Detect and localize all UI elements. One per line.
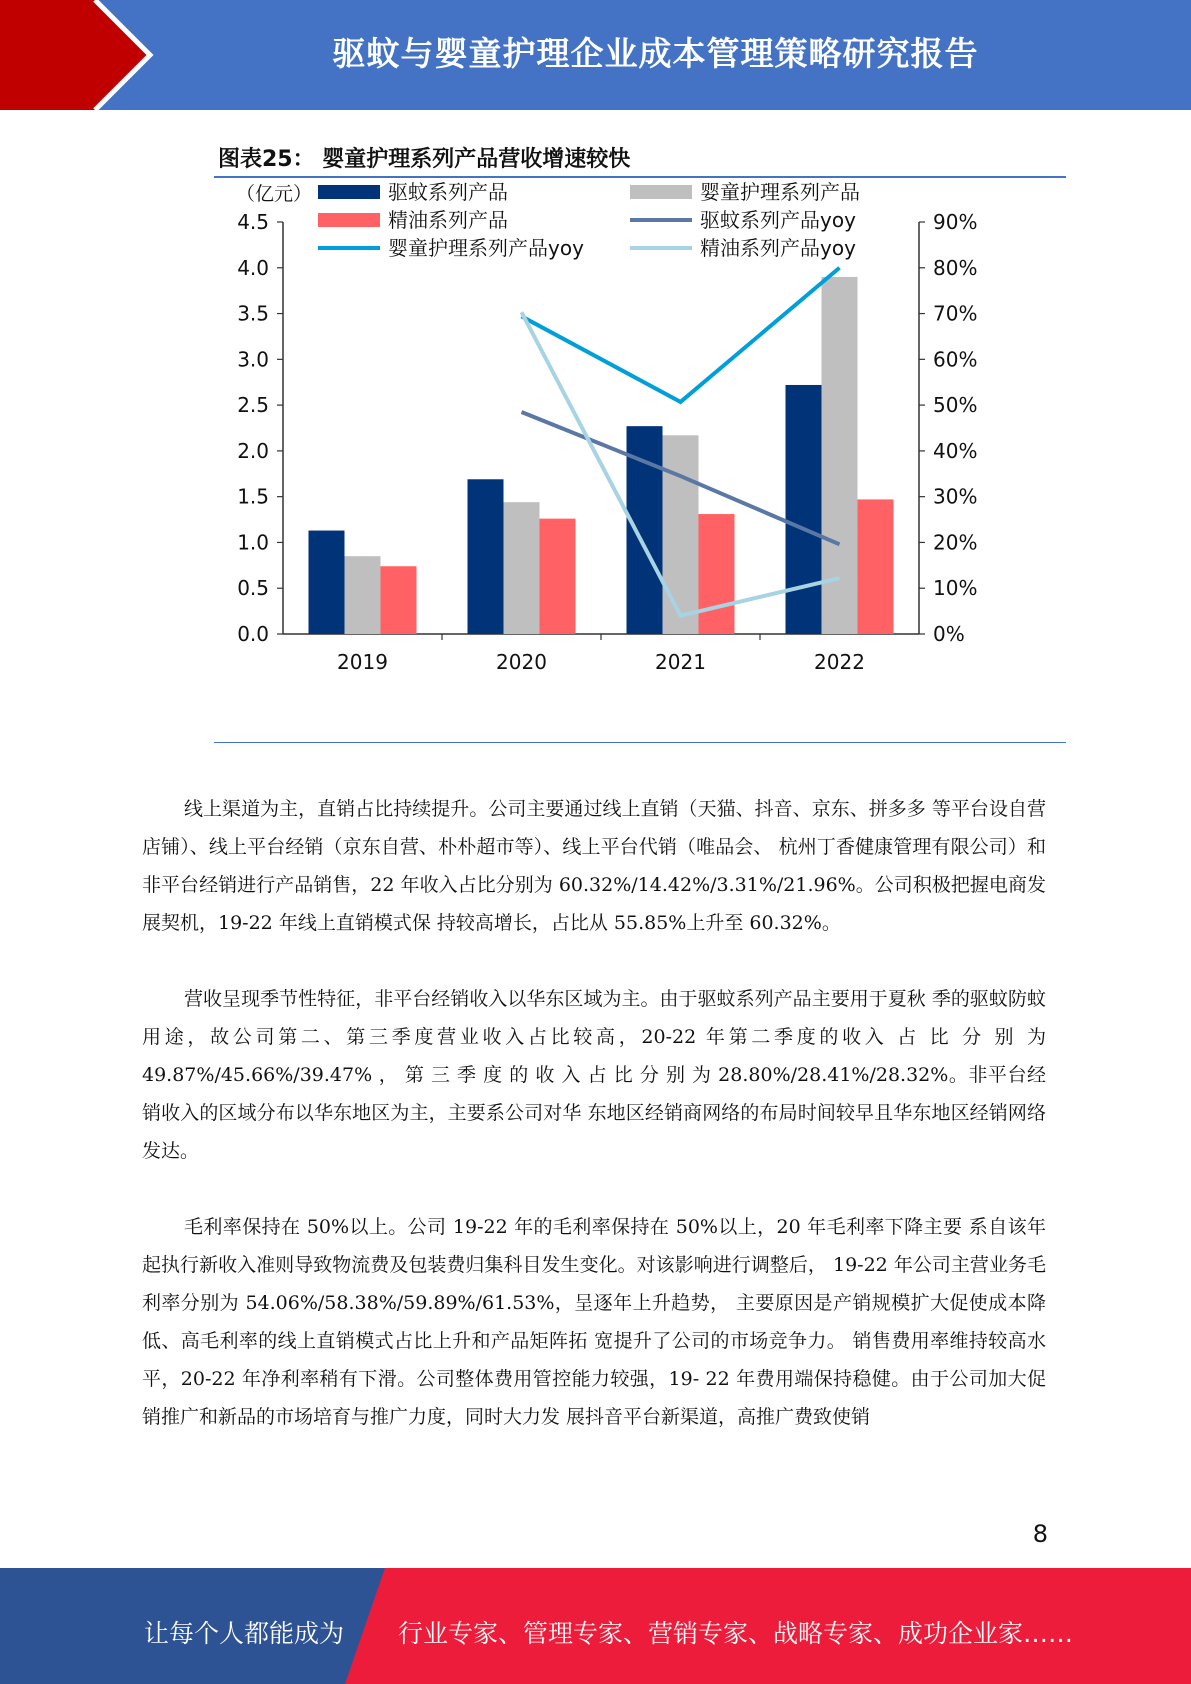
page-footer xyxy=(0,1568,1191,1684)
y-tick-label: 1.0 xyxy=(237,530,269,555)
y2-tick-label: 70% xyxy=(933,301,978,326)
bar xyxy=(663,435,699,634)
figure-bottom-rule xyxy=(214,742,1066,743)
legend-label: 婴童护理系列产品yoy xyxy=(388,236,584,260)
paragraph-channels: 线上渠道为主，直销占比持续提升。公司主要通过线上直销（天猫、抖音、京东、拼多多 等平台设自营店铺）、线上平台经销（京东自营、朴朴超市等）、线上平台代销（唯品会、 杭州丁香健康管理有限公司）和非平台经销进行产品销售，22 年收入占比分别为 60.32%/14.42%/3.31%/21.96%。公司积极把握电商发展契机，19-22 年线上直销模式保 持较高增长，占比从 55.85%上升至 60.32%。 xyxy=(142,798,1046,934)
legend-label: 婴童护理系列产品 xyxy=(700,180,860,204)
bar xyxy=(309,531,345,634)
legend-label: 精油系列产品 xyxy=(388,208,508,232)
x-tick-label: 2021 xyxy=(655,650,706,674)
figure-title: 图表25： 婴童护理系列产品营收增速较快 xyxy=(218,147,631,172)
y-tick-label: 1.5 xyxy=(237,484,269,509)
series-line xyxy=(522,268,840,402)
revenue-growth-chart xyxy=(214,178,1066,740)
bar xyxy=(381,566,417,634)
y2-tick-label: 20% xyxy=(933,530,978,555)
bar xyxy=(699,514,735,634)
bar xyxy=(786,385,822,634)
bar xyxy=(540,519,576,634)
y-tick-label: 0.0 xyxy=(237,622,269,646)
y2-tick-label: 80% xyxy=(933,255,978,280)
legend-label: 精油系列产品yoy xyxy=(700,236,856,260)
body-text xyxy=(142,790,1046,1474)
y2-tick-label: 30% xyxy=(933,484,978,509)
y2-tick-label: 10% xyxy=(933,576,978,601)
legend-swatch xyxy=(318,213,380,227)
legend-label: 驱蚊系列产品yoy xyxy=(700,208,856,232)
y2-tick-label: 90% xyxy=(933,210,978,234)
paragraph-seasonality: 营收呈现季节性特征，非平台经销收入以华东区域为主。由于驱蚊系列产品主要用于夏秋 季的驱蚊防蚊用途，故公司第二、第三季度营业收入占比较高，20-22 年第二季度的收入 占 比 分 别 为 49.87%/45.66%/39.47% ， 第 三 季 度 的 收 入 占 比 分 别 为 28.80%/28.41%/28.32%。非平台经销收入的区域分布以华东地区为主，主要系公司对华 东地区经销商网络的布局时间较早且华东地区经销网络发达。 xyxy=(142,988,1046,1162)
unit-label: （亿元） xyxy=(236,183,313,205)
y-tick-label: 2.5 xyxy=(237,393,269,418)
y2-tick-label: 60% xyxy=(933,347,978,372)
y-tick-label: 4.5 xyxy=(237,210,269,234)
report-title: 驱蚊与婴童护理企业成本管理策略研究报告 xyxy=(332,34,979,73)
x-tick-label: 2022 xyxy=(814,650,865,674)
y2-tick-label: 50% xyxy=(933,393,978,418)
bar xyxy=(345,556,381,634)
x-tick-label: 2019 xyxy=(337,650,388,674)
page-number: 8 xyxy=(1032,1520,1048,1548)
paragraph-gross-margin: 毛利率保持在 50%以上。公司 19-22 年的毛利率保持在 50%以上，20 年毛利率下降主要 系自该年起执行新收入准则导致物流费及包装费归集科目发生变化。对该影响进行调整后， 19-22 年公司主营业务毛利率分别为 54.06%/58.38%/59.89%/61.53%，呈逐年上升趋势， 主要原因是产销规模扩大促使成本降低、高毛利率的线上直销模式占比上升和产品矩阵拓 宽提升了公司的市场竞争力。 销售费用率维持较高水平，20-22 年净利率稍有下滑。公司整体费用管控能力较强，19- 22 年费用端保持稳健。由于公司加大促销推广和新品的市场培育与推广力度，同时大力发 展抖音平台新渠道，高推广费致使销 xyxy=(142,1216,1046,1428)
y-tick-label: 4.0 xyxy=(237,255,269,280)
bar xyxy=(468,479,504,634)
bar xyxy=(858,499,894,634)
legend-swatch xyxy=(318,185,380,199)
figure xyxy=(214,138,1066,748)
y-tick-label: 3.0 xyxy=(237,347,269,372)
footer-slogan-left: 让每个人都能成为 xyxy=(144,1619,345,1648)
bar xyxy=(504,502,540,634)
y2-tick-label: 40% xyxy=(933,438,978,463)
legend-swatch xyxy=(630,185,692,199)
footer-slogan-right: 行业专家、管理专家、营销专家、战略专家、成功企业家…… xyxy=(398,1619,1074,1648)
legend-label: 驱蚊系列产品 xyxy=(388,180,508,204)
page-header xyxy=(0,0,1191,110)
x-tick-label: 2020 xyxy=(496,650,547,674)
y-tick-label: 0.5 xyxy=(237,576,269,601)
y-tick-label: 3.5 xyxy=(237,301,269,326)
y-tick-label: 2.0 xyxy=(237,438,269,463)
y2-tick-label: 0% xyxy=(933,622,965,646)
